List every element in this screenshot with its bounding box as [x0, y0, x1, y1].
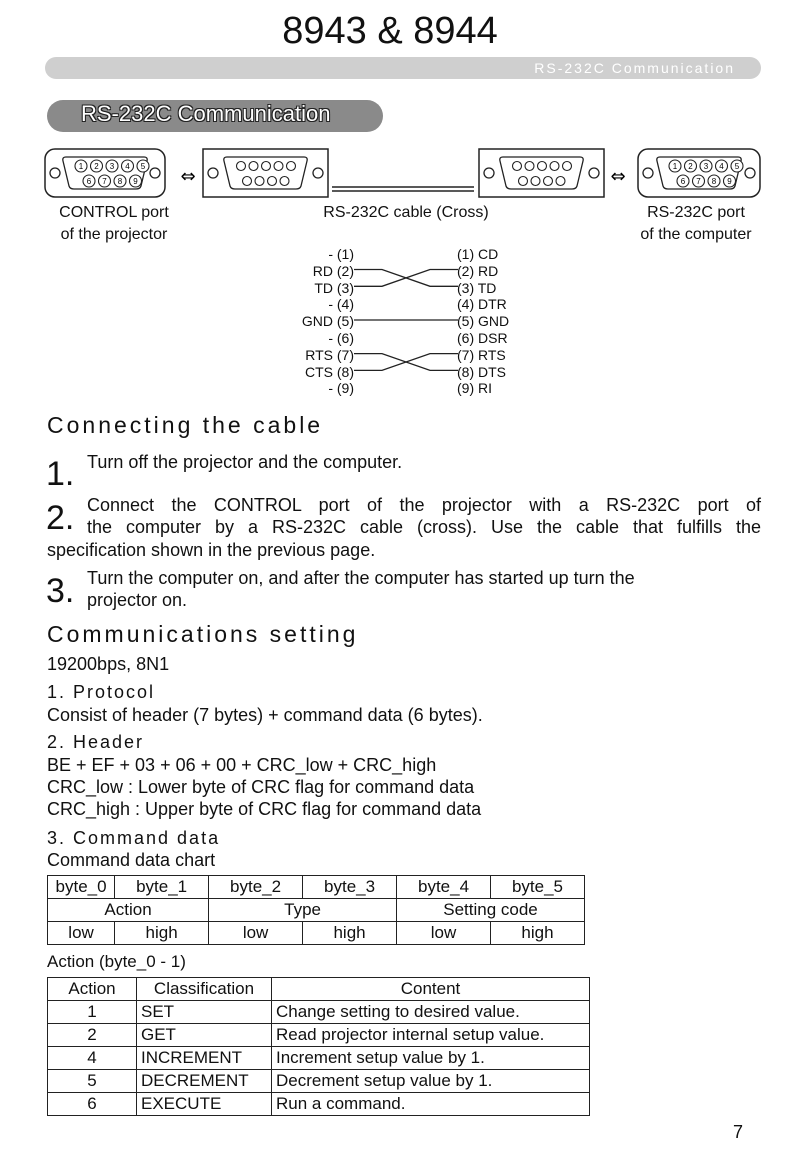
- computer-pin-label: (8) DTS: [457, 363, 506, 380]
- connector-pin-number: 6: [680, 177, 686, 186]
- header-bar-label: RS-232C Communication: [534, 60, 735, 76]
- connector-pin: [538, 162, 547, 171]
- computer-port-label-line2: of the computer: [640, 226, 752, 243]
- step-3-line2: projector on.: [87, 590, 188, 610]
- computer-pin-label: (2) RD: [457, 262, 499, 279]
- connector-pin-number: 4: [719, 162, 724, 171]
- chart-cell: high: [115, 922, 209, 945]
- computer-pin-label: (4) DTR: [457, 296, 507, 313]
- document-title: 8943 & 8944: [282, 10, 498, 52]
- page-number: 7: [732, 1122, 743, 1142]
- step-1-number: 1.: [46, 455, 75, 493]
- chart-cell: low: [209, 922, 303, 945]
- step-2-number: 2.: [46, 499, 75, 537]
- chart-cell: byte_3: [303, 876, 397, 899]
- connector-pin: [563, 162, 572, 171]
- section-title-pill: [47, 100, 383, 132]
- control-port-label-line2: of the projector: [60, 226, 168, 243]
- action-table-row: [48, 1047, 590, 1070]
- control-port-label-line1: CONTROL port: [59, 204, 169, 221]
- baud-rate: 19200bps, 8N1: [47, 654, 170, 674]
- chart-cell: byte_2: [209, 876, 303, 899]
- action-cell: 2: [48, 1024, 137, 1047]
- connector-pin-number: 1: [78, 162, 84, 171]
- step-2-line2: the computer by a RS-232C cable (cross). Use the cable that fulfills the: [87, 517, 761, 537]
- command-data-heading: 3. Command data: [47, 828, 221, 848]
- action-table: [47, 977, 590, 1116]
- projector-pin-label: - (4): [328, 296, 354, 313]
- connector-pin: [268, 177, 277, 186]
- projector-pin-label: RTS (7): [305, 346, 354, 363]
- chart-cell: Setting code: [397, 899, 585, 922]
- connector-pin: [531, 177, 540, 186]
- step-2-line3: specification shown in the previous page.: [47, 540, 376, 560]
- computer-pin-label: (5) GND: [457, 313, 510, 330]
- connector-pin-number: 9: [133, 177, 138, 186]
- connector-pin: [274, 162, 283, 171]
- connector-pin-number: 6: [86, 177, 92, 186]
- command-chart-caption: Command data chart: [47, 850, 216, 870]
- header-sequence: BE + EF + 03 + 06 + 00 + CRC_low + CRC_high: [47, 755, 437, 775]
- chart-lowhigh-row: [48, 922, 585, 945]
- protocol-text: Consist of header (7 bytes) + command data (6 bytes).: [47, 705, 483, 725]
- section-title: RS-232C Communication: [81, 101, 331, 126]
- step-2-line1: Connect the CONTROL port of the projector with a RS-232C port of: [87, 495, 761, 515]
- connector-pin-number: 2: [688, 162, 693, 171]
- action-cell: GET: [137, 1024, 272, 1047]
- connector-pin: [513, 162, 522, 171]
- action-cell: INCREMENT: [137, 1047, 272, 1070]
- wire-cts-rts: [354, 354, 458, 371]
- action-table-row: [48, 1070, 590, 1093]
- projector-pin-label: RD (2): [312, 262, 354, 279]
- connector-pin: [556, 177, 565, 186]
- computer-pin-label: (1) CD: [457, 246, 499, 262]
- connector-pin: [525, 162, 534, 171]
- action-cell: Read projector internal setup value.: [272, 1024, 590, 1047]
- projector-pin-label: CTS (8): [305, 363, 354, 380]
- connector-pin: [280, 177, 289, 186]
- connector-pin-number: 2: [94, 162, 99, 171]
- command-data-chart: [47, 875, 585, 945]
- chart-cell: byte_1: [115, 876, 209, 899]
- action-table-row: [48, 1093, 590, 1116]
- action-table-row: [48, 1001, 590, 1024]
- action-table-caption: Action (byte_0 - 1): [47, 952, 186, 971]
- step-1-text: Turn off the projector and the computer.: [87, 452, 403, 472]
- action-cell: EXECUTE: [137, 1093, 272, 1116]
- comm-setting-title: Communications setting: [47, 621, 359, 647]
- chart-cell: low: [397, 922, 491, 945]
- connector-pin: [237, 162, 246, 171]
- action-cell: 6: [48, 1093, 137, 1116]
- projector-pin-label: - (9): [328, 380, 354, 397]
- chart-cell: Type: [209, 899, 397, 922]
- action-header-cell: Classification: [137, 978, 272, 1001]
- chart-groups-row: [48, 899, 585, 922]
- connector-diagram: [0, 140, 808, 206]
- projector-pin-label: TD (3): [314, 279, 354, 296]
- connector-pin-number: 9: [727, 177, 732, 186]
- chart-cell: low: [48, 922, 115, 945]
- connector-pin-number: 3: [109, 162, 115, 171]
- computer-rs232c-port: [638, 149, 760, 197]
- computer-pin-list: [457, 246, 577, 397]
- connector-pin-number: 5: [734, 162, 740, 171]
- left-arrow-symbol: ⇔: [180, 166, 196, 187]
- connector-pin: [544, 177, 553, 186]
- chart-bytes-row: [48, 876, 585, 899]
- connector-pin: [249, 162, 258, 171]
- connector-pin-number: 4: [125, 162, 130, 171]
- projector-pin-label: - (6): [328, 329, 354, 346]
- connector-pin: [255, 177, 264, 186]
- header-bar: [45, 57, 761, 79]
- action-cell: SET: [137, 1001, 272, 1024]
- connector-pin-number: 7: [696, 177, 701, 186]
- action-cell: 1: [48, 1001, 137, 1024]
- connector-pin: [550, 162, 559, 171]
- connector-pin-number: 3: [703, 162, 709, 171]
- action-cell: Change setting to desired value.: [272, 1001, 590, 1024]
- computer-pin-label: (3) TD: [457, 279, 497, 296]
- cable-label: RS-232C cable (Cross): [323, 204, 489, 221]
- action-header-cell: Action: [48, 978, 137, 1001]
- computer-pin-label: (6) DSR: [457, 329, 508, 346]
- chart-cell: high: [491, 922, 585, 945]
- projector-control-port: [45, 149, 165, 197]
- computer-pin-label: (7) RTS: [457, 346, 506, 363]
- header-heading: 2. Header: [47, 732, 145, 752]
- protocol-heading: 1. Protocol: [47, 682, 156, 702]
- connector-pin: [243, 177, 252, 186]
- action-cell: 4: [48, 1047, 137, 1070]
- action-cell: 5: [48, 1070, 137, 1093]
- crc-low-description: CRC_low : Lower byte of CRC flag for command data: [47, 777, 475, 797]
- computer-port-label: [618, 202, 774, 246]
- connecting-title: Connecting the cable: [47, 412, 324, 438]
- computer-port-label-line1: RS-232C port: [647, 204, 745, 221]
- action-cell: DECREMENT: [137, 1070, 272, 1093]
- connector-pin-number: 8: [117, 177, 123, 186]
- projector-pin-label: - (1): [328, 246, 354, 262]
- chart-cell: high: [303, 922, 397, 945]
- action-table-row: [48, 1024, 590, 1047]
- projector-pin-list: [240, 246, 354, 397]
- control-port-label: [38, 202, 190, 246]
- connector-pin-number: 8: [711, 177, 717, 186]
- right-arrow-symbol: ⇔: [610, 166, 626, 187]
- chart-cell: byte_0: [48, 876, 115, 899]
- wire-td-rd: [354, 270, 458, 287]
- action-cell: Increment setup value by 1.: [272, 1047, 590, 1070]
- action-table-header: [48, 978, 590, 1001]
- chart-cell: byte_4: [397, 876, 491, 899]
- step-3-number: 3.: [46, 572, 75, 610]
- computer-pin-label: (9) RI: [457, 380, 492, 397]
- connector-pin: [262, 162, 271, 171]
- action-cell: Run a command.: [272, 1093, 590, 1116]
- projector-pin-label: GND (5): [301, 313, 354, 330]
- connector-pin: [287, 162, 296, 171]
- step-3-line1: Turn the computer on, and after the computer has started up turn the: [87, 568, 635, 588]
- cable-plug-right: [479, 149, 604, 197]
- connector-pin-number: 5: [140, 162, 146, 171]
- connector-pin-number: 1: [672, 162, 678, 171]
- cable-plug-left: [203, 149, 328, 197]
- pin-wiring-lines: [354, 246, 458, 398]
- connector-pin-number: 7: [102, 177, 107, 186]
- action-header-cell: Content: [272, 978, 590, 1001]
- action-cell: Decrement setup value by 1.: [272, 1070, 590, 1093]
- connector-pin: [519, 177, 528, 186]
- crc-high-description: CRC_high : Upper byte of CRC flag for command data: [47, 799, 482, 819]
- chart-cell: Action: [48, 899, 209, 922]
- chart-cell: byte_5: [491, 876, 585, 899]
